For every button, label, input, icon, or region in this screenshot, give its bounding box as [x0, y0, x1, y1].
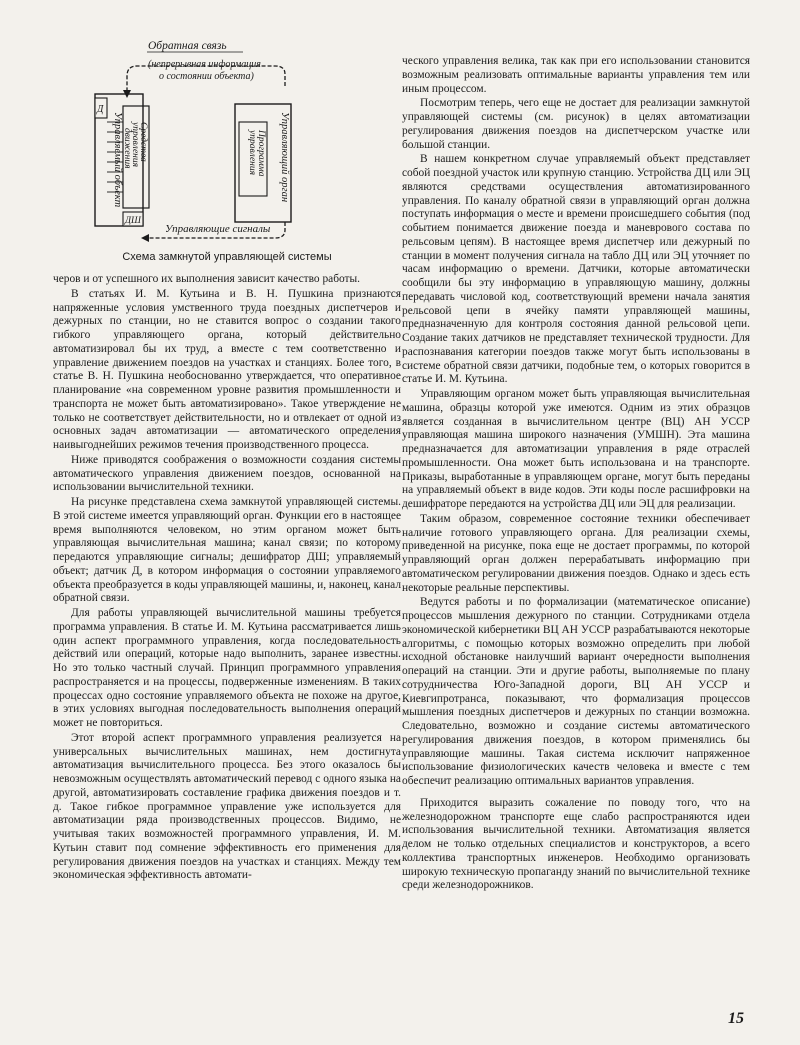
- sensor-d-label: Д: [97, 104, 104, 115]
- figure-caption: Схема замкнутой управляющей системы: [122, 251, 332, 263]
- control-means-line1: Средства: [138, 122, 148, 162]
- paragraph: Таким образом, современное состояние техники обеспечивает наличие готового управляющего органа. Для реализации схемы, приведенной на рисунке, пока еще не достает программы, по которой управляющий орган должен перерабатывать информацию при автоматическом регулировании движения поездов. Однако и здесь есть некоторые реальные перспективы.: [402, 512, 750, 594]
- program-label-line2: управления: [247, 130, 257, 176]
- control-signals-arrowhead: [141, 234, 149, 242]
- paragraph: Для работы управляющей вычислительной машины требуется программа управления. В статье И. М. Кутьина рассматривается лишь один аспект программного управления, когда последовательность действий или операций, которые надо выполнить, заранее известны. Но это только частный случай. Принцип программного управления распространяется и на процессы, подверженные изменениям. В таких процессах одно состояние управляемого объекта не похоже на другое, в этих условиях выгодная последовательность выполнения операций может не повториться.: [53, 607, 401, 729]
- paragraph: Управляющим органом может быть управляющая вычислительная машина, образцы которой уже имеются. Одним из этих образцов является созданная в вычислительном центре (ВЦ) АН УССР управляющая машина широкого назначения (УМШН). Эта машина предназначается для автоматизации управления в ряде отраслей промышленности. Она может быть использована и на транспорте. Приказы, выработанные в управляющем органе, могут быть переданы на управляемый объект в виде кодов. Эти коды после расшифровки на дешифраторе передаются на устройства ДЦ или ЭЦ для реализации.: [402, 388, 750, 510]
- control-means-line2: управления: [130, 122, 140, 168]
- program-label-line1: Программа: [256, 130, 266, 177]
- left-column: [53, 273, 401, 883]
- paragraph: Ниже приводятся соображения о возможности создания системы автоматического управления движением поездов, основанной на использовании вычислительной техники.: [53, 453, 401, 494]
- feedback-label: Обратная связь: [148, 40, 227, 52]
- paragraph: На рисунке представлена схема замкнутой управляющей системы. В этой системе имеется управляющий орган. Функции его в настоящее время выполняются человеком, но этим органом может быть управляющая вычислительная машина; канал связи; по которому передаются управляющие сигналы; дешифратор ДШ; управляемый объект; датчик Д, в котором информация о состоянии управляемого объекта преобразуется в коды управляющей машины, и, наконец, канал обратной связи.: [53, 496, 401, 605]
- decoder-label: ДШ: [125, 216, 141, 226]
- page-number: 15: [728, 1010, 744, 1027]
- control-means-line3: движения: [122, 128, 132, 169]
- control-organ-label: Управляющий орган: [279, 112, 290, 203]
- paragraph: Этот второй аспект программного управления реализуется на универсальных вычислительных машинах, нем достигнута автоматизация вычислительного процесса. Без этого оказалось бы невозможным осуществлять автоматический перевод с одного языка на другой, автоматизировать составление графика движения поездов и т. д. Такое гибкое программное управление уже используется для автоматизации ряда производственных процессов. Видимо, не учитывая таких возможностей программного управления, И. М. Кутьин ставит под сомнение эффективность его применения для регулирования движения поездов на участках и станциях. Между тем экономическая эффективность автомати-: [53, 731, 401, 882]
- paragraph: черов и от успешного их выполнения зависит качество работы.: [53, 273, 361, 285]
- control-signals-label: Управляющие сигналы: [165, 223, 271, 235]
- control-system-figure: [53, 24, 401, 268]
- paragraph: Посмотрим теперь, чего еще не достает для реализации замкнутой управляющей системы (см. рисунок) в целях автоматизации регулирования движения поездов на диспетчерском участке или большой станции.: [402, 97, 750, 151]
- continuous-info-line1: (непрерывная информация: [148, 59, 261, 70]
- paragraph: Приходится выразить сожаление по поводу того, что на железнодорожном транспорте еще слабо распространяются идеи использования вычислительной техники. Автоматизация является делом не только отдельных специалистов и конструкторов, а всего коллектива транспортных инженеров. Необходимо организовать широкую техническую пропаганду знаний по вычислительной технике среди железнодорожников.: [402, 796, 750, 892]
- managed-object-label: Управляемый объект: [112, 112, 123, 208]
- right-column: [402, 55, 750, 893]
- paragraph: В статьях И. М. Кутьина и В. Н. Пушкина признаются напряженные условия умственного труда поездных диспетчеров и дежурных по станции, но не ставится вопрос о создании такого гибкого управляющего органа, который действительно автоматизировал бы их труд, а вместе с тем соответственно и управление движением поездов на участках и станциях. Более того, в статье В. Н. Пушкина необоснованно утверждается, что оперативное планирование «на современном уровне развития промышленности и транспорта не может быть автоматизировано». Такое утверждение не только не соответствует действительности, но и отвлекает от одной из основных задач автоматизации — автоматического определения наивыгоднейших режимов течения производственного процесса.: [53, 287, 401, 451]
- continuous-info-line2: о состоянии объекта): [159, 71, 254, 82]
- control-system-diagram: [53, 24, 401, 246]
- paragraph: В нашем конкретном случае управляемый объект представляет собой поездной участок или крупную станцию. Устройства ДЦ или ЭЦ являются средствами осуществления автоматизированного управления. По каналу обратной связи в управляющий орган должна поступать информация о месте и времени происшедшего события (под событием понимается движение поезда и маневрового состава по рельсовым цепям). В настоящее время диспетчер или дежурный по станции в момент получения сигнала на табло ДЦ или ЭЦ уточняет по часам информацию о времени. Датчики, которые автоматически сообщили бы эту информацию в управляющую машину, должны передавать числовой код, соответствующий времени начала занятия рельсовой цепи в ячейку памяти управляющей машины, предназначенную для контроля состояния данной рельсовой цепи. Создание таких датчиков не представляет технической трудности. Для распознавания категории поездов также могут быть использованы в системе обратной связи датчики, подобные тем, о которых говорится в статье И. М. Кутьина.: [402, 153, 750, 386]
- paragraph: Ведутся работы и по формализации (математическое описание) процессов мышления дежурного по станции. Сотрудниками отдела экономической кибернетики ВЦ АН УССР разрабатываются некоторые алгоритмы, с помощью которых возможно определить при любой исходной обстановке наилучший вариант очередности выполнения операций на станции. Эти и другие работы, выполняемые по плану сотрудничества Юго-Западной дороги, ВЦ АН УССР и Киевгипротранса, показывают, что формализация процессов мышления поездных диспетчеров и дежурных по станции возможна. Следовательно, возможно и создание системы автоматического регулирования движения поездов, в котором применялись бы управляющие машины. Такая система исключит напряженное использование физиологических качеств человека и вместе с тем обеспечит реализацию оптимальных вариантов управления.: [402, 596, 750, 787]
- paragraph: ческого управления велика, так как при его использовании становится возможным реализовать оптимальные варианты управления тем или иным процессом.: [402, 55, 750, 95]
